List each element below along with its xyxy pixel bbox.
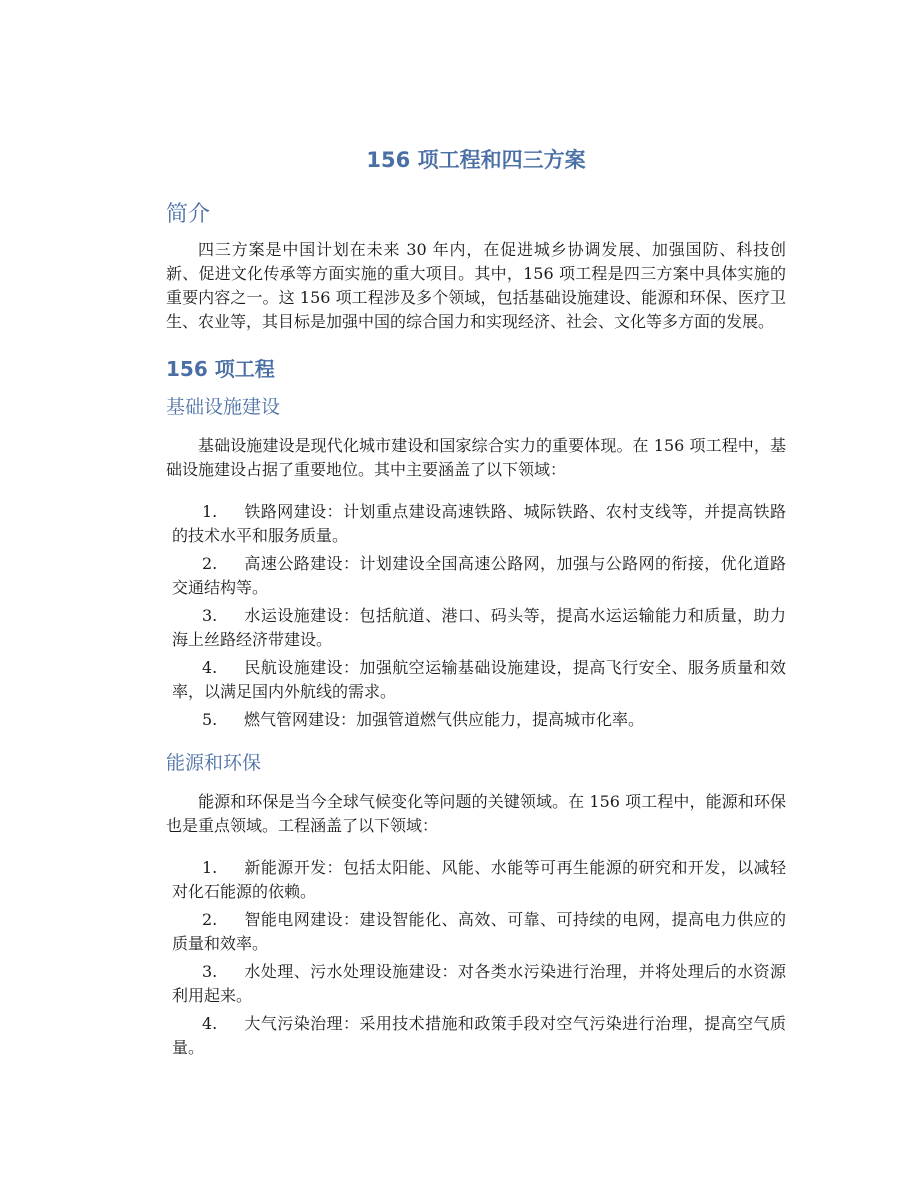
list-item bbox=[172, 604, 786, 652]
list-item-number: 1. bbox=[202, 502, 218, 521]
intro-heading: 简介 bbox=[166, 202, 211, 227]
list-item-text: 高速公路建设：计划建设全国高速公路网，加强与公路网的衔接，优化道路交通结构等。 bbox=[172, 554, 786, 597]
list-item-text: 新能源开发：包括太阳能、风能、水能等可再生能源的研究和开发，以减轻对化石能源的依赖。 bbox=[172, 858, 786, 901]
list-item-number: 3. bbox=[202, 606, 218, 625]
list-item-number: 2. bbox=[202, 554, 218, 573]
list-item bbox=[172, 908, 786, 956]
list-item bbox=[172, 708, 786, 732]
list-item-text: 水运设施建设：包括航道、港口、码头等，提高水运运输能力和质量，助力海上丝路经济带建设。 bbox=[172, 606, 786, 649]
list-item bbox=[172, 500, 786, 548]
document-page bbox=[166, 140, 786, 1076]
energy-list bbox=[166, 856, 786, 1060]
infrastructure-paragraph: 基础设施建设是现代化城市建设和国家综合实力的重要体现。在 156 项工程中，基础设施建设占据了重要地位。其中主要涵盖了以下领域： bbox=[166, 436, 786, 479]
infrastructure-heading: 基础设施建设 bbox=[166, 396, 281, 418]
list-item bbox=[172, 856, 786, 904]
document-title: 156 项工程和四三方案 bbox=[366, 148, 586, 172]
list-item-number: 4. bbox=[202, 1014, 218, 1033]
list-item bbox=[172, 656, 786, 704]
list-item-number: 2. bbox=[202, 910, 218, 929]
list-item bbox=[172, 1012, 786, 1060]
energy-paragraph: 能源和环保是当今全球气候变化等问题的关键领域。在 156 项工程中，能源和环保也是重点领域。工程涵盖了以下领域： bbox=[166, 792, 786, 835]
list-item-number: 5. bbox=[202, 710, 218, 729]
list-item-text: 燃气管网建设：加强管道燃气供应能力，提高城市化率。 bbox=[244, 710, 645, 729]
list-item-text: 智能电网建设：建设智能化、高效、可靠、可持续的电网，提高电力供应的质量和效率。 bbox=[172, 910, 786, 953]
list-item bbox=[172, 552, 786, 600]
list-item-number: 4. bbox=[202, 658, 218, 677]
intro-paragraph: 四三方案是中国计划在未来 30 年内，在促进城乡协调发展、加强国防、科技创新、促进文化传承等方面实施的重大项目。其中，156 项工程是四三方案中具体实施的重要内容之一。这 156 项工程涉及多个领域，包括基础设施建设、能源和环保、医疗卫生、农业等，其目标是加强中国的综合国力和实现经济、社会、文化等多方面的发展。 bbox=[166, 240, 786, 331]
list-item bbox=[172, 960, 786, 1008]
list-item-number: 3. bbox=[202, 962, 218, 981]
list-item-text: 铁路网建设：计划重点建设高速铁路、城际铁路、农村支线等，并提高铁路的技术水平和服务质量。 bbox=[172, 502, 786, 545]
infrastructure-list bbox=[166, 500, 786, 732]
list-item-text: 民航设施建设：加强航空运输基础设施建设，提高飞行安全、服务质量和效率，以满足国内外航线的需求。 bbox=[172, 658, 786, 701]
projects-heading: 156 项工程 bbox=[166, 357, 275, 381]
list-item-text: 水处理、污水处理设施建设：对各类水污染进行治理，并将处理后的水资源利用起来。 bbox=[172, 962, 786, 1005]
list-item-number: 1. bbox=[202, 858, 218, 877]
energy-heading: 能源和环保 bbox=[166, 752, 262, 774]
list-item-text: 大气污染治理：采用技术措施和政策手段对空气污染进行治理，提高空气质量。 bbox=[172, 1014, 786, 1057]
